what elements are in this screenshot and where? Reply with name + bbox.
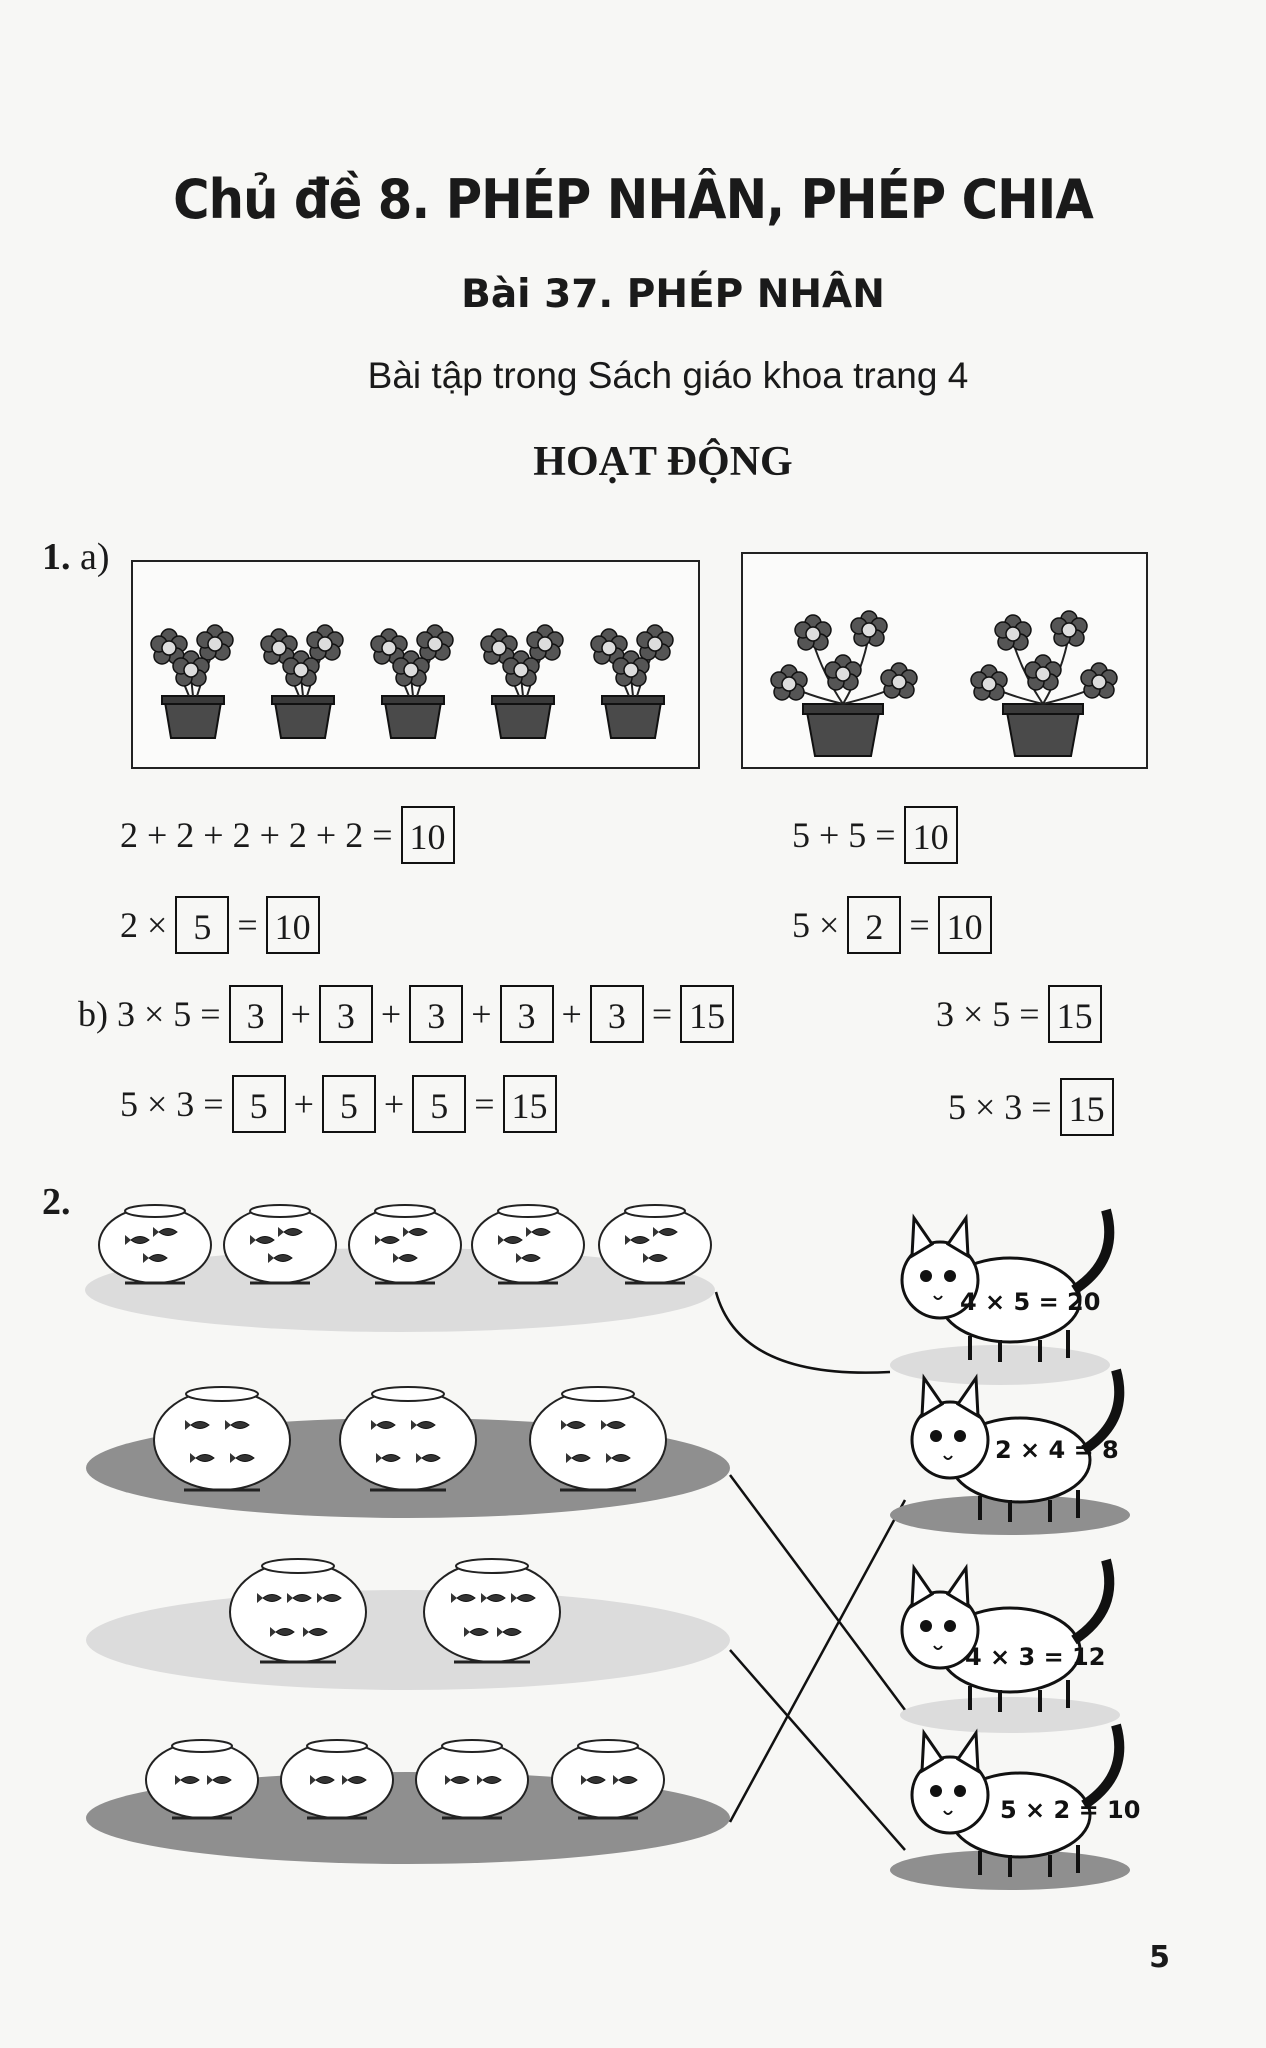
part-b-label: b) [78,994,108,1034]
answer-box[interactable]: 15 [1048,985,1102,1043]
answer-box[interactable]: 10 [904,806,958,864]
fishbowl [530,1387,666,1490]
cat-illustration [902,1560,1109,1712]
question-number: 1. [42,536,71,578]
answer-box[interactable]: 10 [266,896,320,954]
answer-box[interactable]: 10 [401,806,455,864]
b-row2-prefix: 5 × 3 = [120,1084,224,1124]
fishbowl [99,1205,211,1283]
cat-label: 4 × 3 = 12 [965,1643,1106,1671]
answer-box[interactable]: 5 [175,896,229,954]
fishbowl [224,1205,336,1283]
b-row1-right-text: 3 × 5 = [936,994,1040,1034]
fishbowl [416,1740,528,1818]
plus-sign: + [380,994,402,1034]
fishbowl [340,1387,476,1490]
match-line [730,1650,905,1850]
answer-box[interactable]: 15 [503,1075,557,1133]
left-mul-text: 2 × [120,905,168,945]
equals-sign: = [651,994,673,1034]
fishbowl [472,1205,584,1283]
cat-label: 2 × 4 = 8 [995,1436,1119,1464]
question-number: 2. [42,1181,71,1223]
fishbowl [599,1205,711,1283]
answer-box[interactable]: 15 [1060,1078,1114,1136]
fishbowl [424,1559,560,1662]
answer-box[interactable]: 15 [680,985,734,1043]
answer-box[interactable]: 3 [409,985,463,1043]
left-sum-text: 2 + 2 + 2 + 2 + 2 = [120,815,393,855]
plus-sign: + [290,994,311,1034]
page-number: 5 [1149,1940,1170,1975]
lesson-title: Bài 37. PHÉP NHÂN [461,272,885,317]
part-a-label: a) [80,536,110,578]
plus-sign: + [383,1084,405,1124]
answer-box[interactable]: 3 [500,985,554,1043]
section-title: HOẠT ĐỘNG [533,439,793,485]
fishbowl [349,1205,461,1283]
fishbowl [552,1740,664,1818]
b-row2-right-text: 5 × 3 = [948,1087,1052,1127]
match-line [730,1500,905,1822]
cat-shadow [900,1697,1120,1733]
answer-box[interactable]: 5 [322,1075,376,1133]
fishbowl [146,1740,258,1818]
right-mul-text: 5 × [792,905,840,945]
answer-box[interactable]: 3 [590,985,644,1043]
match-line [716,1292,890,1373]
plus-sign: + [561,994,582,1034]
answer-box[interactable]: 3 [229,985,283,1043]
subtitle: Bài tập trong Sách giáo khoa trang 4 [367,355,969,396]
equals-sign: = [909,905,930,945]
fishbowl [281,1740,393,1818]
b-row1-prefix: 3 × 5 = [117,994,221,1034]
equals-sign: = [237,905,258,945]
answer-box[interactable]: 5 [232,1075,286,1133]
fishbowl [230,1559,366,1662]
plate [86,1590,730,1690]
cat-label: 4 × 5 = 20 [960,1288,1101,1316]
answer-box[interactable]: 2 [847,896,901,954]
chapter-title: Chủ đề 8. PHÉP NHÂN, PHÉP CHIA [173,168,1093,231]
answer-box[interactable]: 10 [938,896,992,954]
answer-box[interactable]: 5 [412,1075,466,1133]
equals-sign: = [474,1084,495,1124]
plus-sign: + [471,994,492,1034]
answer-box[interactable]: 3 [319,985,373,1043]
fishbowl [154,1387,290,1490]
cat-label: 5 × 2 = 10 [1000,1796,1141,1824]
plus-sign: + [293,1084,314,1124]
right-sum-text: 5 + 5 = [792,815,896,855]
match-line [730,1475,905,1710]
cat-illustration [902,1210,1109,1362]
